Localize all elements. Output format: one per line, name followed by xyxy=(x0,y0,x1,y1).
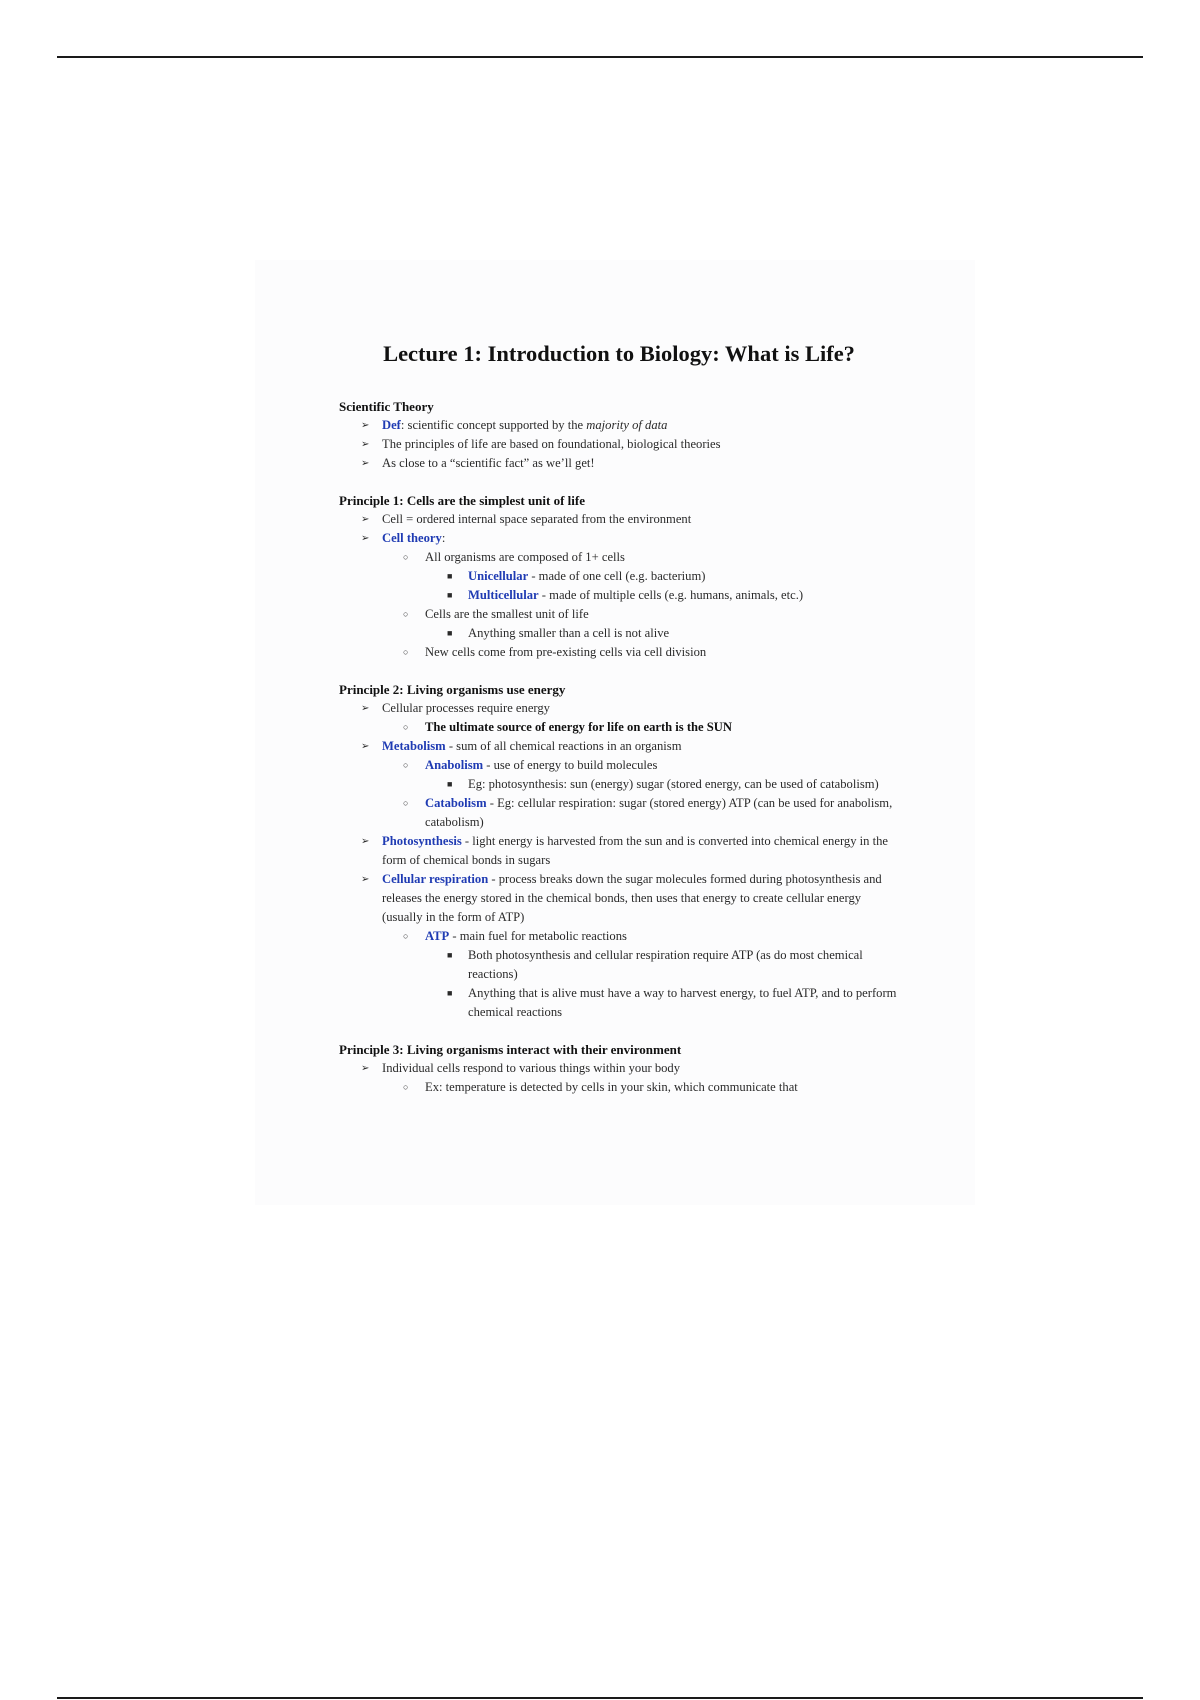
list-item xyxy=(339,832,899,870)
list-item xyxy=(339,718,899,737)
item-text: The principles of life are based on foundational, biological theories xyxy=(382,437,721,451)
page-title: Lecture 1: Introduction to Biology: What is Life? xyxy=(383,341,855,366)
section-heading: Principle 3: Living organisms interact with their environment xyxy=(339,1042,682,1057)
term-atp: ATP xyxy=(425,929,450,943)
term-unicellular: Unicellular xyxy=(468,569,529,583)
list-item xyxy=(339,1078,899,1097)
item-text: All organisms are composed of 1+ cells xyxy=(425,550,625,564)
list-item xyxy=(339,984,899,1022)
square-bullet-icon: ■ xyxy=(447,988,453,998)
list-item xyxy=(339,1059,899,1097)
list-item xyxy=(339,870,899,1022)
arrow-bullet-icon: ➢ xyxy=(361,741,370,752)
bullet-list xyxy=(339,1059,899,1097)
item-text: Cell = ordered internal space separated from the environment xyxy=(382,512,692,526)
list-item xyxy=(339,510,899,529)
term-anabolism: Anabolism xyxy=(425,758,484,772)
item-text: Ex: temperature is detected by cells in your skin, which communicate that xyxy=(425,1080,798,1094)
list-item xyxy=(339,624,899,643)
term-def: Def xyxy=(382,418,401,432)
sub-sub-list xyxy=(425,624,899,643)
arrow-bullet-icon: ➢ xyxy=(361,514,370,525)
top-divider xyxy=(57,56,1143,58)
list-item xyxy=(339,643,899,662)
section-heading: Scientific Theory xyxy=(339,399,434,414)
item-text: : scientific concept supported by the xyxy=(400,418,587,432)
list-item xyxy=(339,548,899,605)
emphasis-text: majority of data xyxy=(586,418,668,432)
square-bullet-icon: ■ xyxy=(447,950,453,960)
square-bullet-icon: ■ xyxy=(447,571,453,581)
item-text: New cells come from pre-existing cells via cell division xyxy=(425,645,707,659)
item-text: Individual cells respond to various things within your body xyxy=(382,1061,681,1075)
item-text: Both photosynthesis and cellular respiration require ATP (as do most chemical reactions) xyxy=(468,948,863,981)
circle-bullet-icon: ○ xyxy=(403,1082,409,1092)
item-text: - use of energy to build molecules xyxy=(483,758,658,772)
list-item xyxy=(339,435,899,454)
list-item xyxy=(339,756,899,794)
term-cellular-respiration: Cellular respiration xyxy=(382,872,489,886)
item-text: Cellular processes require energy xyxy=(382,701,550,715)
list-item xyxy=(339,794,899,832)
sub-list xyxy=(382,548,899,662)
arrow-bullet-icon: ➢ xyxy=(361,836,370,847)
section-principle-1 xyxy=(339,491,899,662)
item-text: Eg: photosynthesis: sun (energy) sugar (stored energy, can be used of catabolism) xyxy=(468,777,879,791)
term-photosynthesis: Photosynthesis xyxy=(382,834,462,848)
list-item xyxy=(339,454,899,473)
item-text: - process breaks down the sugar molecules formed during photosynthesis and releases the energy stored in the chemical bonds, then uses that energy to create cellular energy (usually in the form of ATP) xyxy=(382,872,882,924)
section-heading: Principle 1: Cells are the simplest unit of life xyxy=(339,493,586,508)
circle-bullet-icon: ○ xyxy=(403,798,409,808)
section-heading: Principle 2: Living organisms use energy xyxy=(339,682,566,697)
bullet-list xyxy=(339,699,899,1022)
document-page xyxy=(255,260,975,1205)
term-multicellular: Multicellular xyxy=(468,588,539,602)
list-item xyxy=(339,927,899,1022)
item-text: : xyxy=(441,531,446,545)
circle-bullet-icon: ○ xyxy=(403,647,409,657)
sub-sub-list xyxy=(425,567,899,605)
item-text: - made of multiple cells (e.g. humans, animals, etc.) xyxy=(538,588,804,602)
section-scientific-theory xyxy=(339,397,899,473)
item-text: - made of one cell (e.g. bacterium) xyxy=(528,569,706,583)
list-item xyxy=(339,699,899,737)
square-bullet-icon: ■ xyxy=(447,628,453,638)
sub-sub-list xyxy=(425,775,899,794)
sub-list xyxy=(382,1078,899,1097)
bottom-divider xyxy=(57,1697,1143,1699)
item-text: The ultimate source of energy for life on earth is the SUN xyxy=(425,720,732,734)
term-metabolism: Metabolism xyxy=(382,739,446,753)
item-text: Anything that is alive must have a way to harvest energy, to fuel ATP, and to perform chemical reactions xyxy=(468,986,897,1019)
section-principle-2 xyxy=(339,680,899,1022)
item-text: - main fuel for metabolic reactions xyxy=(449,929,627,943)
bullet-list xyxy=(339,510,899,662)
item-text: - sum of all chemical reactions in an organism xyxy=(445,739,682,753)
list-item xyxy=(339,416,899,435)
circle-bullet-icon: ○ xyxy=(403,552,409,562)
item-text: - Eg: cellular respiration: sugar (stored energy) ATP (can be used for anabolism, catabolism) xyxy=(425,796,893,829)
list-item xyxy=(339,605,899,643)
item-text: - light energy is harvested from the sun and is converted into chemical energy in the form of chemical bonds in sugars xyxy=(382,834,888,867)
list-item xyxy=(339,775,899,794)
list-item xyxy=(339,567,899,586)
circle-bullet-icon: ○ xyxy=(403,722,409,732)
arrow-bullet-icon: ➢ xyxy=(361,703,370,714)
arrow-bullet-icon: ➢ xyxy=(361,533,370,544)
item-text: Anything smaller than a cell is not alive xyxy=(468,626,670,640)
sub-list xyxy=(382,756,899,832)
arrow-bullet-icon: ➢ xyxy=(361,439,370,450)
item-text: As close to a “scientific fact” as we’ll get! xyxy=(382,456,595,470)
arrow-bullet-icon: ➢ xyxy=(361,1063,370,1074)
sub-list xyxy=(382,927,899,1022)
square-bullet-icon: ■ xyxy=(447,779,453,789)
arrow-bullet-icon: ➢ xyxy=(361,458,370,469)
sub-list xyxy=(382,718,899,737)
arrow-bullet-icon: ➢ xyxy=(361,874,370,885)
term-catabolism: Catabolism xyxy=(425,796,487,810)
list-item xyxy=(339,529,899,662)
section-principle-3 xyxy=(339,1040,899,1097)
circle-bullet-icon: ○ xyxy=(403,760,409,770)
list-item xyxy=(339,946,899,984)
document-content xyxy=(339,341,899,1115)
bullet-list xyxy=(339,416,899,473)
circle-bullet-icon: ○ xyxy=(403,931,409,941)
term-cell-theory: Cell theory xyxy=(382,531,442,545)
square-bullet-icon: ■ xyxy=(447,590,453,600)
list-item xyxy=(339,737,899,832)
sub-sub-list xyxy=(425,946,899,1022)
arrow-bullet-icon: ➢ xyxy=(361,420,370,431)
circle-bullet-icon: ○ xyxy=(403,609,409,619)
item-text: Cells are the smallest unit of life xyxy=(425,607,589,621)
list-item xyxy=(339,586,899,605)
